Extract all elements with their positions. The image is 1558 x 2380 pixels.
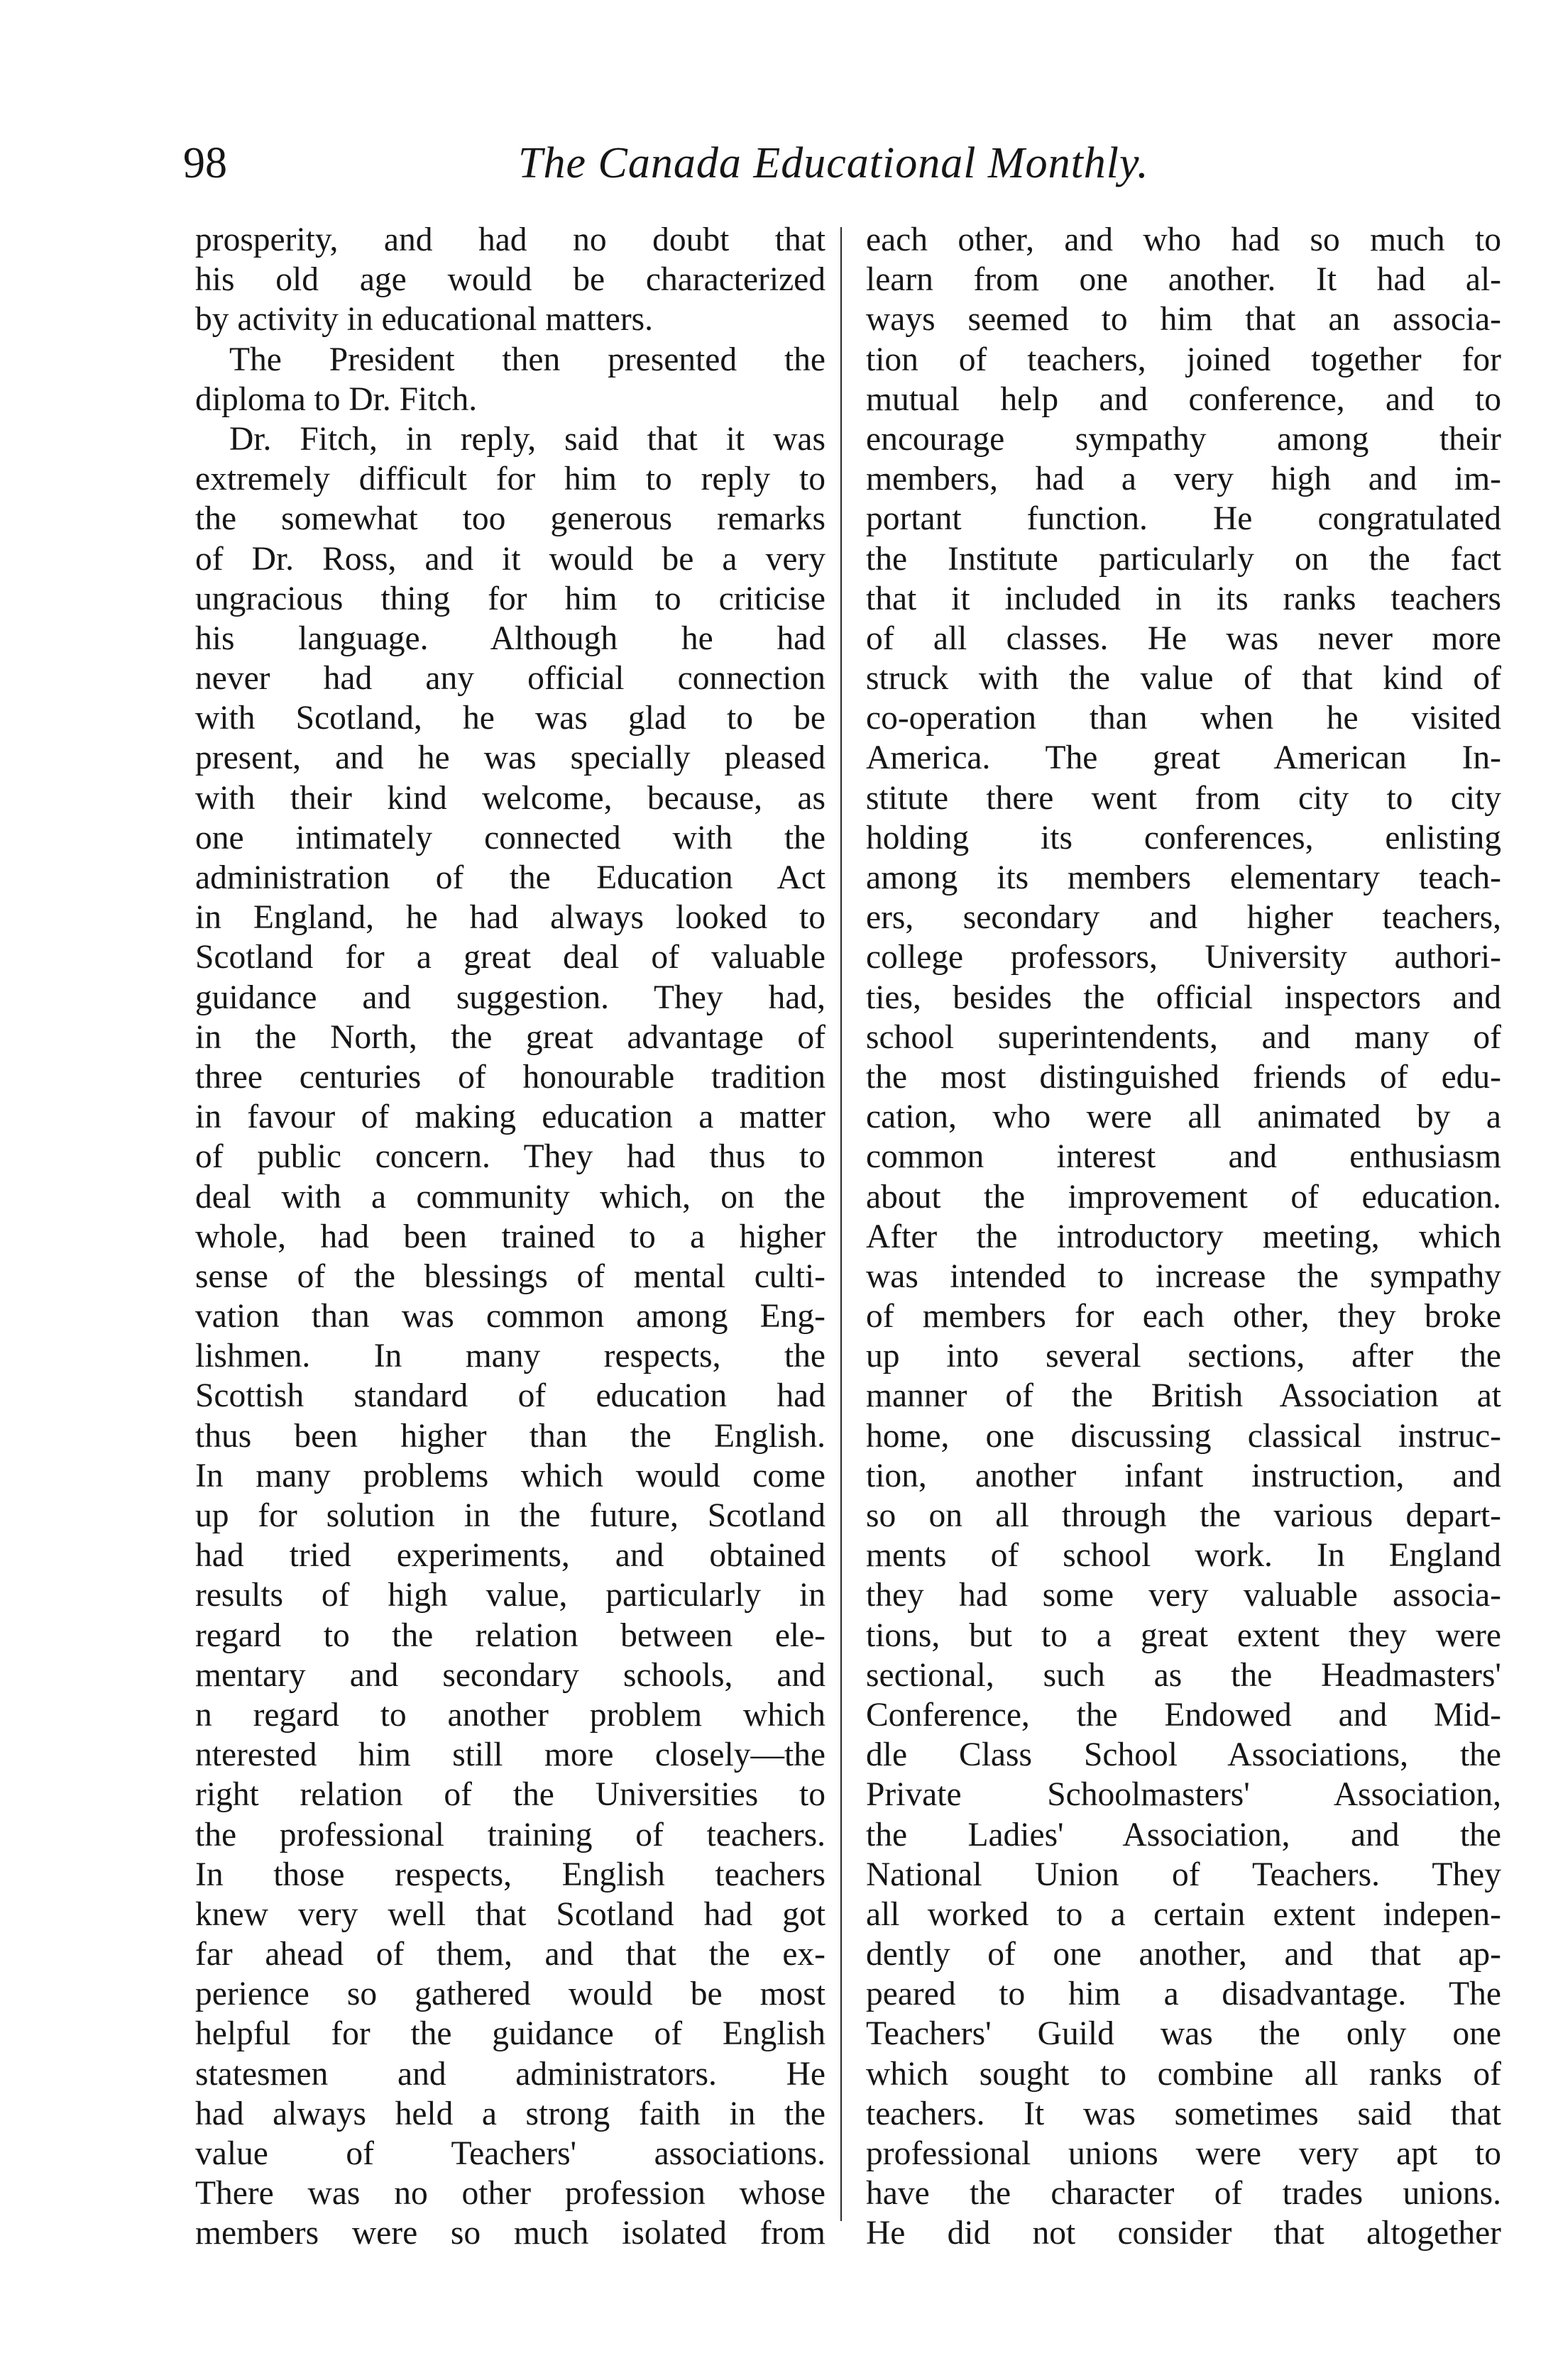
text-line: was intended to increase the sympathy [866,1257,1501,1295]
text-line: co-operation than when he visited [866,700,1501,737]
text-line: guidance and suggestion. They had, [195,979,825,1016]
text-line: among its members elementary teach- [866,859,1501,896]
text-line: struck with the value of that kind of [866,660,1501,698]
text-line: encourage sympathy among their [866,420,1501,458]
text-line: peared to him a disadvantage. The [866,1976,1501,2013]
text-line: Conference, the Endowed and Mid- [866,1696,1501,1734]
text-line: cation, who were all animated by a [866,1098,1501,1136]
text-line: After the introductory meeting, which [866,1218,1501,1255]
text-line: ments of school work. In England [866,1537,1501,1575]
page-number: 98 [183,139,227,187]
text-line: so on all through the various depart- [866,1497,1501,1534]
text-line: his language. Although he had [195,619,825,657]
text-line: prosperity, and had no doubt that [195,221,825,258]
text-line: thus been higher than the English. [195,1417,825,1455]
text-line: the Ladies' Association, and the [866,1816,1501,1853]
text-line: tion, another infant instruction, and [866,1457,1501,1494]
text-line: lishmen. In many respects, the [195,1338,825,1375]
text-line: members were so much isolated from [195,2215,825,2252]
text-line: learn from one another. It had al- [866,261,1501,299]
text-line: one intimately connected with the [195,819,825,856]
text-line: have the character of trades unions. [866,2175,1501,2213]
text-line: with Scotland, he was glad to be [195,700,825,737]
text-line: stitute there went from city to city [866,779,1501,817]
text-line: had tried experiments, and obtained [195,1537,825,1575]
text-line: in the North, the great advantage of [195,1018,825,1056]
text-line: teachers. It was sometimes said that [866,2095,1501,2132]
text-line: tions, but to a great extent they were [866,1616,1501,1654]
text-line: He did not consider that altogether [866,2215,1501,2252]
text-line: value of Teachers' associations. [195,2135,825,2172]
text-line: There was no other profession whose [195,2175,825,2213]
text-line: administration of the Education Act [195,859,825,896]
text-line: dently of one another, and that ap- [866,1936,1501,1973]
column-divider [840,227,842,2221]
text-line: Scotland for a great deal of valuable [195,939,825,976]
page-header [183,131,1496,195]
text-line: the most distinguished friends of edu- [866,1058,1501,1096]
text-line: had always held a strong faith in the [195,2095,825,2132]
text-line: sense of the blessings of mental culti- [195,1257,825,1295]
text-line: ungracious thing for him to criticise [195,580,825,617]
text-line: in England, he had always looked to [195,899,825,937]
text-line: regard to the relation between ele- [195,1616,825,1654]
text-line: up into several sections, after the [866,1338,1501,1375]
text-line: college professors, University authori- [866,939,1501,976]
text-line: Private Schoolmasters' Association, [866,1776,1501,1814]
text-line: perience so gathered would be most [195,1976,825,2013]
text-line: three centuries of honourable tradition [195,1058,825,1096]
text-line: Teachers' Guild was the only one [866,2015,1501,2053]
text-line: tion of teachers, joined together for [866,341,1501,378]
text-line: mentary and secondary schools, and [195,1656,825,1694]
text-line: sectional, such as the Headmasters' [866,1656,1501,1694]
text-line: portant function. He congratulated [866,500,1501,538]
text-line: home, one discussing classical instruc- [866,1417,1501,1455]
text-line: of all classes. He was never more [866,619,1501,657]
text-line: they had some very valuable associa- [866,1577,1501,1614]
text-line: In those respects, English teachers [195,1856,825,1893]
text-line: of public concern. They had thus to [195,1138,825,1176]
text-line: diploma to Dr. Fitch. [195,380,478,418]
text-line: The President then presented the [229,341,825,378]
text-line: far ahead of them, and that the ex- [195,1936,825,1973]
text-line: his old age would be characterized [195,261,825,299]
text-line: ers, secondary and higher teachers, [866,899,1501,937]
text-line: ties, besides the official inspectors and [866,979,1501,1016]
text-line: each other, and who had so much to [866,221,1501,258]
text-line: all worked to a certain extent indepen- [866,1895,1501,1933]
text-line: of members for each other, they broke [866,1298,1501,1335]
text-line: America. The great American In- [866,739,1501,777]
text-line: manner of the British Association at [866,1377,1501,1415]
text-line: dle Class School Associations, the [866,1736,1501,1774]
text-line: National Union of Teachers. They [866,1856,1501,1893]
text-line: whole, had been trained to a higher [195,1218,825,1255]
text-line: ways seemed to him that an associa- [866,301,1501,338]
text-line: that it included in its ranks teachers [866,580,1501,617]
text-line: with their kind welcome, because, as [195,779,825,817]
text-line: the Institute particularly on the fact [866,540,1501,578]
text-line: n regard to another problem which [195,1696,825,1734]
text-line: knew very well that Scotland had got [195,1895,825,1933]
text-line: mutual help and conference, and to [866,380,1501,418]
text-line: never had any official connection [195,660,825,698]
text-line: vation than was common among Eng- [195,1298,825,1335]
text-line: helpful for the guidance of English [195,2015,825,2053]
text-line: common interest and enthusiasm [866,1138,1501,1176]
text-line: right relation of the Universities to [195,1776,825,1814]
text-line: statesmen and administrators. He [195,2055,825,2093]
text-line: the professional training of teachers. [195,1816,825,1853]
text-line: about the improvement of education. [866,1178,1501,1216]
text-line: results of high value, particularly in [195,1577,825,1614]
text-line: which sought to combine all ranks of [866,2055,1501,2093]
text-line: up for solution in the future, Scotland [195,1497,825,1534]
text-line: holding its conferences, enlisting [866,819,1501,856]
text-line: members, had a very high and im- [866,461,1501,498]
running-title: The Canada Educational Monthly. [518,139,1149,187]
text-line: In many problems which would come [195,1457,825,1494]
text-line: by activity in educational matters. [195,301,654,338]
text-line: deal with a community which, on the [195,1178,825,1216]
text-line: of Dr. Ross, and it would be a very [195,540,825,578]
text-line: Scottish standard of education had [195,1377,825,1415]
left-text-column [195,220,825,2254]
text-line: the somewhat too generous remarks [195,500,825,538]
text-line: present, and he was specially pleased [195,739,825,777]
text-line: in favour of making education a matter [195,1098,825,1136]
text-line: extremely difficult for him to reply to [195,461,825,498]
text-line: professional unions were very apt to [866,2135,1501,2172]
text-line: nterested him still more closely—the [195,1736,825,1774]
text-line: school superintendents, and many of [866,1018,1501,1056]
right-text-column [866,220,1501,2254]
text-line: Dr. Fitch, in reply, said that it was [229,420,825,458]
